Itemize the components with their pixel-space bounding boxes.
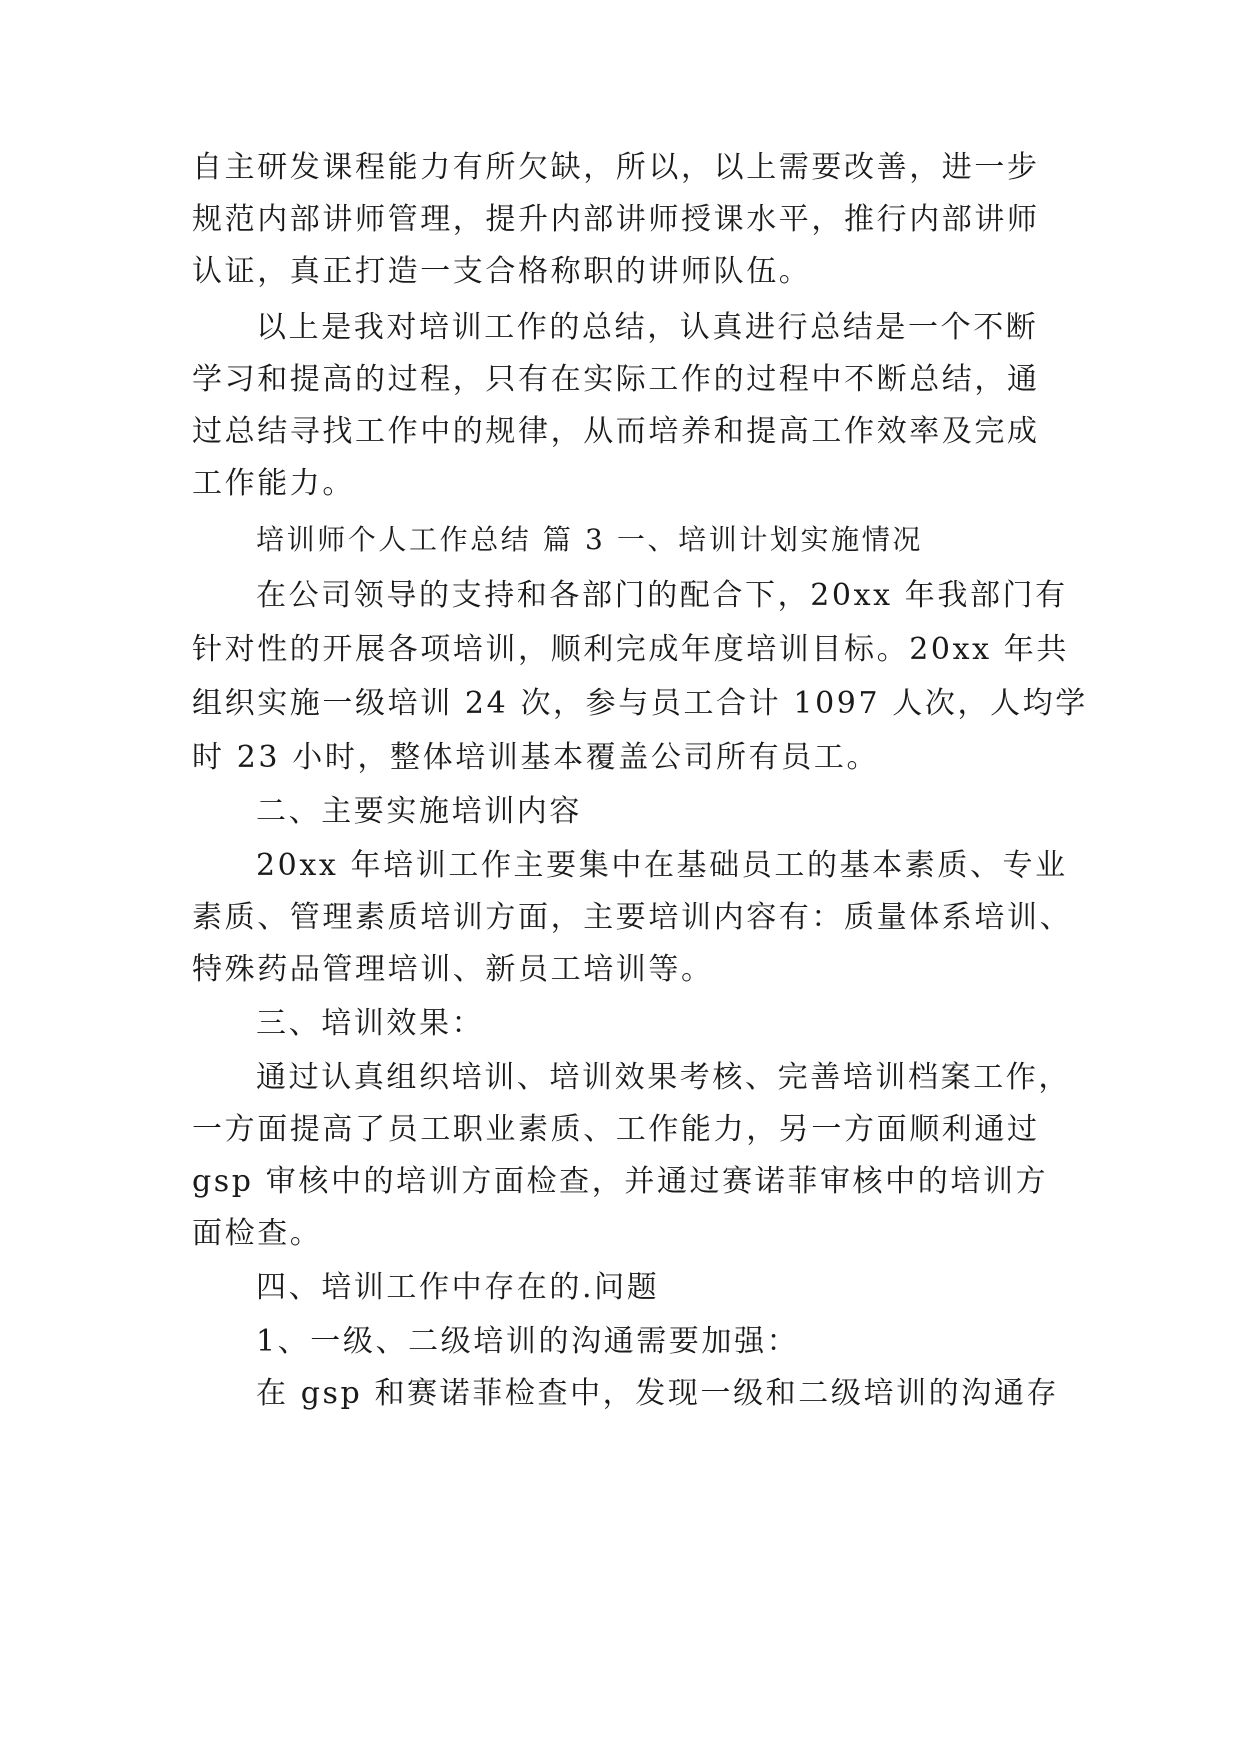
text-line: 规范内部讲师管理，提升内部讲师授课水平，推行内部讲师 xyxy=(192,202,1040,237)
text-line: 通过认真组织培训、培训效果考核、完善培训档案工作， xyxy=(256,1060,1071,1095)
text-line: 过总结寻找工作中的规律，从而培养和提高工作效率及完成 xyxy=(192,414,1040,449)
text-line: 1、一级、二级培训的沟通需要加强： xyxy=(256,1324,800,1359)
text-line: gsp 审核中的培训方面检查，并通过赛诺菲审核中的培训方 xyxy=(192,1164,1049,1199)
text-line: 时 23 小时，整体培训基本覆盖公司所有员工。 xyxy=(192,740,880,775)
text-line: 学习和提高的过程，只有在实际工作的过程中不断总结，通 xyxy=(192,362,1040,397)
text-line: 认证，真正打造一支合格称职的讲师队伍。 xyxy=(192,254,812,289)
text-line: 20xx 年培训工作主要集中在基础员工的基本素质、专业 xyxy=(256,848,1068,883)
section-heading: 培训师个人工作总结 篇 3 一、培训计划实施情况 xyxy=(256,523,923,556)
text-line: 组织实施一级培训 24 次，参与员工合计 1097 人次，人均学 xyxy=(192,686,1088,721)
text-line: 素质、管理素质培训方面，主要培训内容有：质量体系培训、 xyxy=(192,900,1073,935)
text-line: 针对性的开展各项培训，顺利完成年度培训目标。20xx 年共 xyxy=(192,632,1069,667)
text-line: 在公司领导的支持和各部门的配合下，20xx 年我部门有 xyxy=(256,578,1068,613)
text-line: 以上是我对培训工作的总结，认真进行总结是一个不断 xyxy=(256,310,1039,345)
subheading: 三、培训效果： xyxy=(256,1006,485,1041)
text-line: 自主研发课程能力有所欠缺，所以，以上需要改善，进一步 xyxy=(192,150,1040,185)
text-line: 一方面提高了员工职业素质、工作能力，另一方面顺利通过 xyxy=(192,1112,1040,1147)
text-line: 特殊药品管理培训、新员工培训等。 xyxy=(192,952,714,987)
subheading: 四、培训工作中存在的.问题 xyxy=(256,1270,660,1305)
text-line: 工作能力。 xyxy=(192,466,355,501)
text-line: 面检查。 xyxy=(192,1216,323,1251)
text-line: 在 gsp 和赛诺菲检查中，发现一级和二级培训的沟通存 xyxy=(256,1376,1060,1411)
subheading: 二、主要实施培训内容 xyxy=(256,794,582,829)
